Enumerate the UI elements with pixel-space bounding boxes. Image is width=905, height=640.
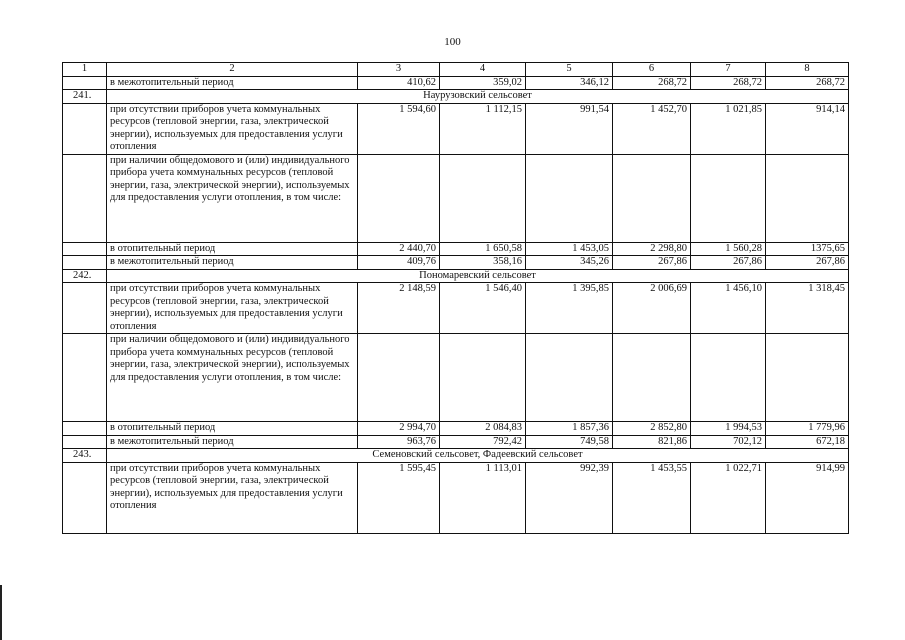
value-cell: 1 456,10: [691, 283, 766, 334]
table-row: [63, 334, 849, 422]
value-cell: 2 994,70: [358, 422, 440, 436]
value-cell: 992,39: [526, 462, 613, 533]
value-cell: [440, 334, 526, 422]
row-index-cell: [63, 422, 107, 436]
value-cell: [766, 154, 849, 242]
table-row: [63, 256, 849, 270]
value-cell: 1 318,45: [766, 283, 849, 334]
table-row: [63, 242, 849, 256]
value-cell: [613, 154, 691, 242]
section-row: [63, 449, 849, 463]
value-cell: 702,12: [691, 435, 766, 449]
section-index: 242.: [63, 269, 107, 283]
value-cell: 1 112,15: [440, 103, 526, 154]
row-index-cell: [63, 334, 107, 422]
value-cell: 2 298,80: [613, 242, 691, 256]
table-row: [63, 283, 849, 334]
value-cell: 268,72: [691, 76, 766, 90]
value-cell: [613, 334, 691, 422]
table-row: [63, 103, 849, 154]
value-cell: 1375,65: [766, 242, 849, 256]
value-cell: 1 453,55: [613, 462, 691, 533]
value-cell: 1 595,45: [358, 462, 440, 533]
row-label: в межотопительный период: [107, 76, 358, 90]
section-row: [63, 269, 849, 283]
value-cell: [358, 334, 440, 422]
value-cell: 2 148,59: [358, 283, 440, 334]
value-cell: 792,42: [440, 435, 526, 449]
row-index-cell: [63, 103, 107, 154]
table-row: [63, 435, 849, 449]
section-title: Наурузовский сельсовет: [107, 90, 849, 104]
row-index-cell: [63, 242, 107, 256]
table-row: [63, 422, 849, 436]
row-label: при наличии общедомового и (или) индивидуального прибора учета коммунальных ресурсов (тепловой энергии, газа, электрической энергии), используемых для предоставления услуги отопления, в том числе:: [107, 154, 358, 242]
section-index: 241.: [63, 90, 107, 104]
value-cell: 1 022,71: [691, 462, 766, 533]
header-cell: 6: [613, 63, 691, 77]
header-cell: 1: [63, 63, 107, 77]
header-cell: 2: [107, 63, 358, 77]
row-index-cell: [63, 283, 107, 334]
value-cell: 267,86: [613, 256, 691, 270]
value-cell: 1 546,40: [440, 283, 526, 334]
value-cell: 410,62: [358, 76, 440, 90]
section-index: 243.: [63, 449, 107, 463]
value-cell: 1 395,85: [526, 283, 613, 334]
table-row: [63, 462, 849, 533]
value-cell: 991,54: [526, 103, 613, 154]
row-index-cell: [63, 154, 107, 242]
value-cell: 1 857,36: [526, 422, 613, 436]
value-cell: 345,26: [526, 256, 613, 270]
section-row: [63, 90, 849, 104]
value-cell: 1 113,01: [440, 462, 526, 533]
value-cell: 2 084,83: [440, 422, 526, 436]
scan-edge-mark: [0, 585, 2, 640]
value-cell: 1 452,70: [613, 103, 691, 154]
value-cell: 914,99: [766, 462, 849, 533]
value-cell: [766, 334, 849, 422]
section-title: Пономаревский сельсовет: [107, 269, 849, 283]
header-cell: 4: [440, 63, 526, 77]
value-cell: 1 594,60: [358, 103, 440, 154]
value-cell: 1 021,85: [691, 103, 766, 154]
row-label: при отсутствии приборов учета коммунальных ресурсов (тепловой энергии, газа, электрической энергии), используемых для предоставления услуги отопления: [107, 462, 358, 533]
row-label: в отопительный период: [107, 422, 358, 436]
value-cell: 2 852,80: [613, 422, 691, 436]
value-cell: 963,76: [358, 435, 440, 449]
value-cell: 2 006,69: [613, 283, 691, 334]
value-cell: 1 453,05: [526, 242, 613, 256]
row-index-cell: [63, 256, 107, 270]
value-cell: 672,18: [766, 435, 849, 449]
value-cell: 268,72: [766, 76, 849, 90]
header-cell: 7: [691, 63, 766, 77]
value-cell: 1 779,96: [766, 422, 849, 436]
value-cell: [526, 154, 613, 242]
value-cell: 267,86: [691, 256, 766, 270]
value-cell: 1 650,58: [440, 242, 526, 256]
value-cell: 914,14: [766, 103, 849, 154]
value-cell: 1 560,28: [691, 242, 766, 256]
value-cell: 359,02: [440, 76, 526, 90]
row-label: при наличии общедомового и (или) индивидуального прибора учета коммунальных ресурсов (тепловой энергии, газа, электрической энергии), используемых для предоставления услуги отопления, в том числе:: [107, 334, 358, 422]
value-cell: 821,86: [613, 435, 691, 449]
header-cell: 5: [526, 63, 613, 77]
row-label: в межотопительный период: [107, 435, 358, 449]
header-cell: 8: [766, 63, 849, 77]
value-cell: 268,72: [613, 76, 691, 90]
row-index-cell: [63, 462, 107, 533]
row-label: в межотопительный период: [107, 256, 358, 270]
value-cell: [358, 154, 440, 242]
value-cell: 2 440,70: [358, 242, 440, 256]
table-row: [63, 154, 849, 242]
value-cell: 1 994,53: [691, 422, 766, 436]
value-cell: 267,86: [766, 256, 849, 270]
row-index-cell: [63, 435, 107, 449]
row-label: в отопительный период: [107, 242, 358, 256]
table-row: [63, 76, 849, 90]
header-row: [63, 63, 849, 77]
value-cell: 749,58: [526, 435, 613, 449]
value-cell: [691, 334, 766, 422]
row-label: при отсутствии приборов учета коммунальных ресурсов (тепловой энергии, газа, электрической энергии), используемых для предоставления услуги отопления: [107, 103, 358, 154]
value-cell: 409,76: [358, 256, 440, 270]
value-cell: [691, 154, 766, 242]
value-cell: 358,16: [440, 256, 526, 270]
value-cell: [440, 154, 526, 242]
row-index-cell: [63, 76, 107, 90]
row-label: при отсутствии приборов учета коммунальных ресурсов (тепловой энергии, газа, электрической энергии), используемых для предоставления услуги отопления: [107, 283, 358, 334]
section-title: Семеновский сельсовет, Фадеевский сельсовет: [107, 449, 849, 463]
page-number: 100: [444, 36, 461, 48]
header-cell: 3: [358, 63, 440, 77]
value-cell: [526, 334, 613, 422]
value-cell: 346,12: [526, 76, 613, 90]
tariff-table: [62, 62, 849, 534]
